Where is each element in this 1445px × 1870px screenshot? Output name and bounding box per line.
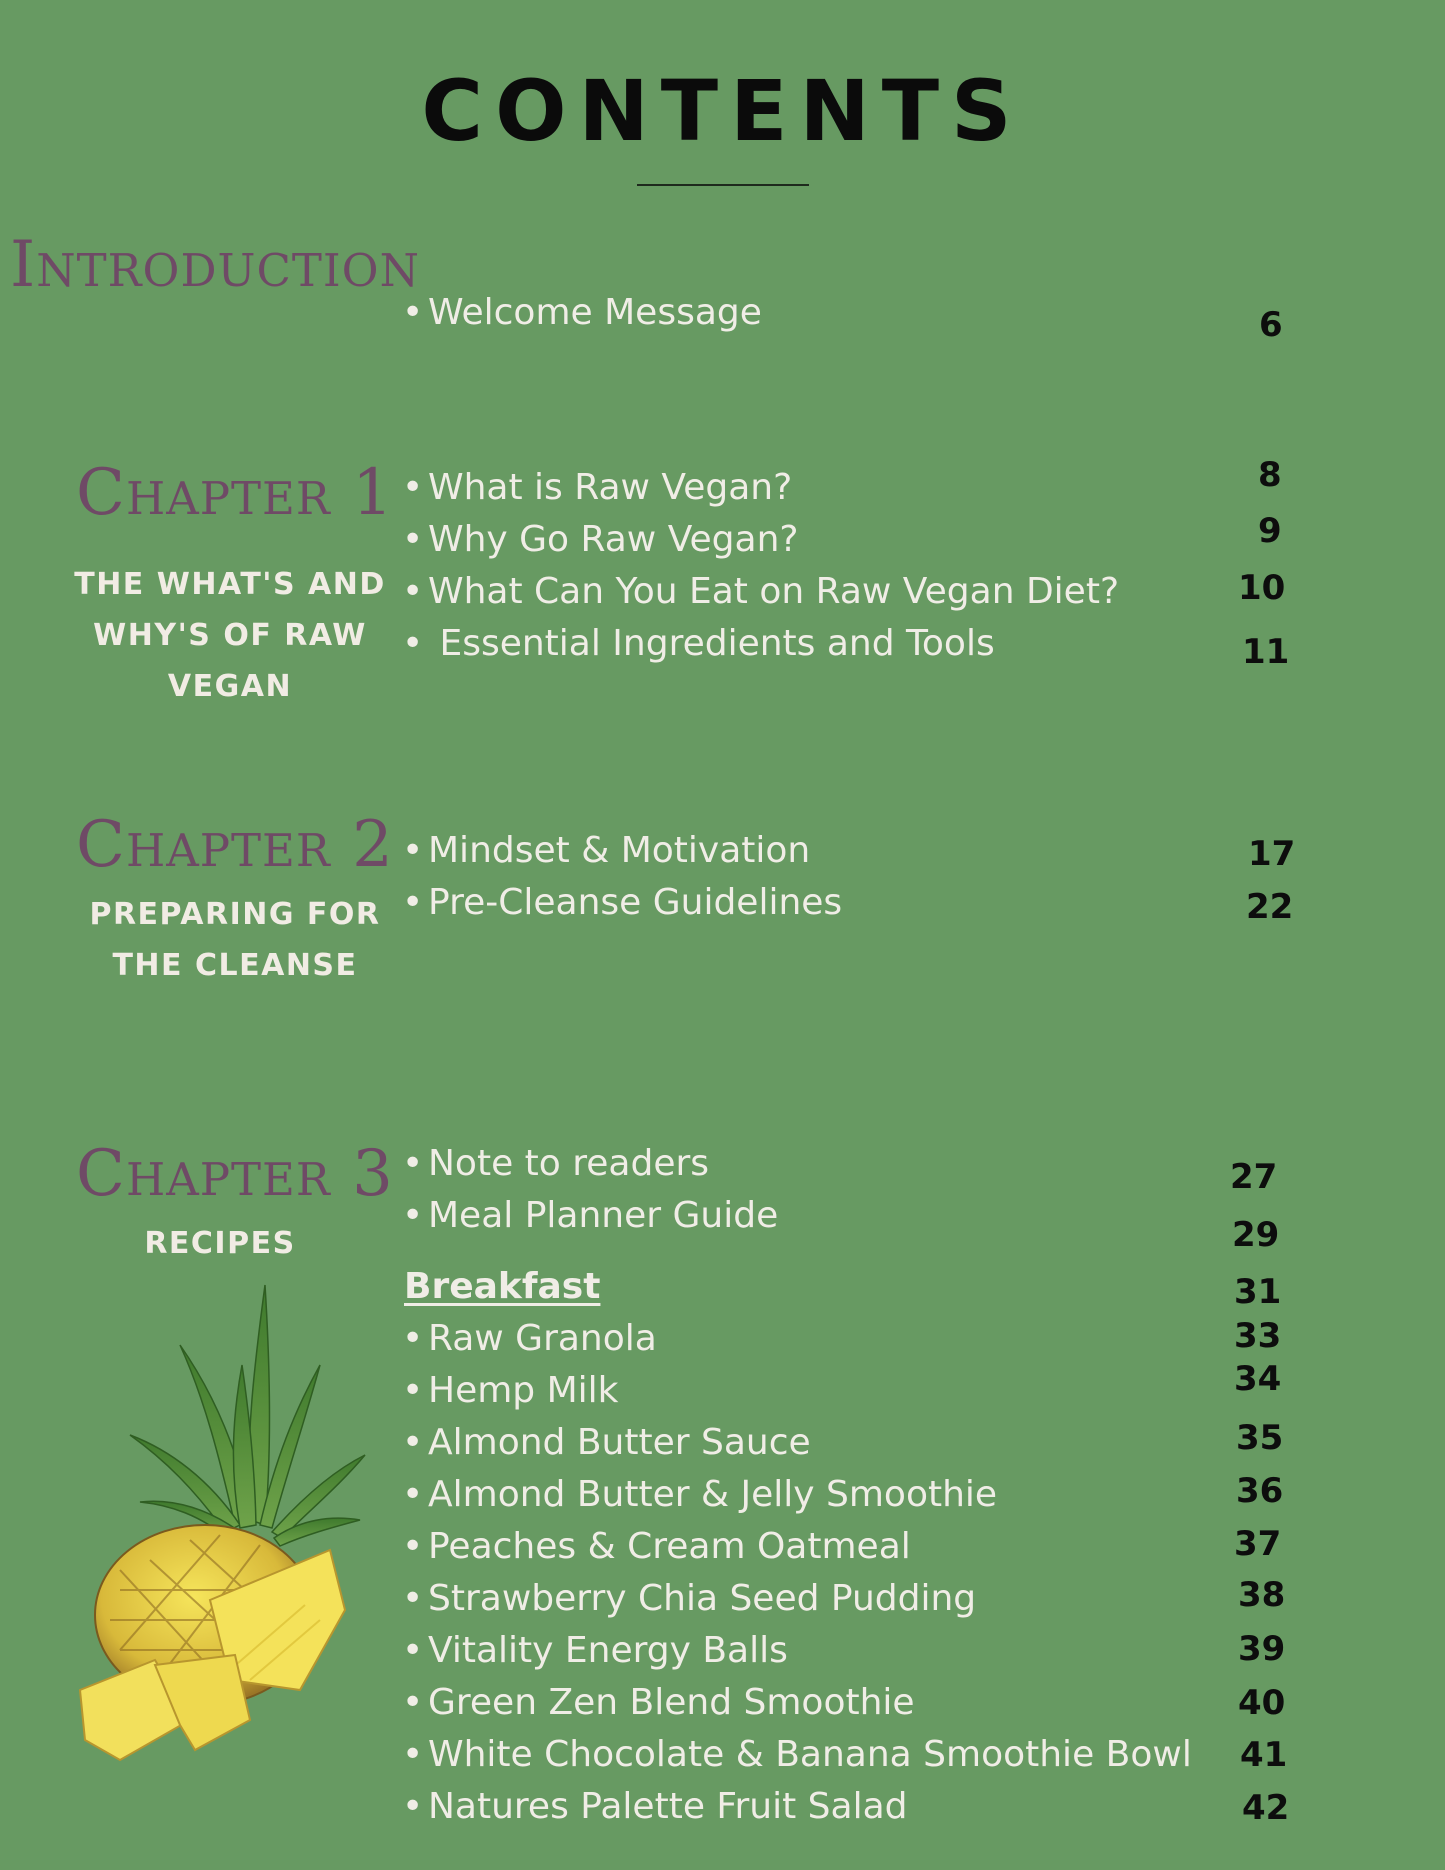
- page-number: 40: [1238, 1683, 1286, 1723]
- recipe-item[interactable]: [402, 1734, 1192, 1775]
- page-number: 36: [1236, 1471, 1284, 1511]
- toc-item-label: Almond Butter & Jelly Smoothie: [428, 1474, 998, 1515]
- chapter-1-heading: Chapter 1: [76, 456, 394, 530]
- page-number: 10: [1238, 568, 1286, 608]
- toc-item[interactable]: [402, 882, 842, 923]
- page-number: 29: [1232, 1215, 1280, 1255]
- toc-item[interactable]: [402, 467, 792, 508]
- toc-item[interactable]: [402, 830, 810, 871]
- page-number: 8: [1258, 455, 1282, 495]
- bullet-icon: •: [402, 467, 424, 508]
- page-number: 6: [1259, 305, 1283, 345]
- chapter-2-heading: Chapter 2: [76, 808, 394, 882]
- recipe-item[interactable]: [402, 1578, 976, 1619]
- bullet-icon: •: [402, 1786, 424, 1827]
- subtitle-line: WHY'S OF RAW: [93, 618, 367, 653]
- chapter-3-subtitle: [80, 1218, 360, 1269]
- recipe-item[interactable]: [402, 1370, 619, 1411]
- toc-item[interactable]: [402, 623, 995, 664]
- page-number: 11: [1242, 632, 1290, 672]
- introduction-heading: Introduction: [10, 228, 420, 302]
- recipe-item[interactable]: [402, 1786, 908, 1827]
- recipe-item[interactable]: [402, 1474, 997, 1515]
- chapter-2-subtitle: [70, 889, 400, 991]
- page-number: 27: [1230, 1157, 1278, 1197]
- bullet-icon: •: [402, 1630, 424, 1671]
- toc-item-label: Note to readers: [428, 1143, 710, 1184]
- bullet-icon: •: [402, 1318, 424, 1359]
- toc-item[interactable]: [402, 571, 1119, 612]
- page-title: CONTENTS: [421, 62, 1024, 160]
- toc-item[interactable]: [402, 1195, 778, 1236]
- subtitle-line: PREPARING FOR: [89, 897, 381, 932]
- fruit-icon: [80, 1525, 345, 1760]
- recipe-item[interactable]: [402, 1630, 788, 1671]
- toc-item-label: Meal Planner Guide: [428, 1195, 779, 1236]
- subtitle-line: VEGAN: [167, 669, 293, 704]
- toc-item-label: Green Zen Blend Smoothie: [428, 1682, 915, 1723]
- toc-item-label: Welcome Message: [428, 292, 762, 333]
- subtitle-line: THE WHAT'S AND: [74, 567, 386, 602]
- recipe-item[interactable]: [402, 1682, 915, 1723]
- chapter-1-subtitle: [60, 559, 400, 712]
- toc-item-label: Mindset & Motivation: [428, 830, 811, 871]
- toc-item-welcome-message[interactable]: [402, 292, 762, 333]
- toc-item-label: White Chocolate & Banana Smoothie Bowl: [428, 1734, 1192, 1775]
- page-number: 35: [1236, 1418, 1284, 1458]
- bullet-icon: •: [402, 1143, 424, 1184]
- recipe-item[interactable]: [402, 1422, 811, 1463]
- page-number: 34: [1234, 1359, 1282, 1399]
- page-number: 37: [1234, 1524, 1282, 1564]
- page-number: 17: [1248, 834, 1296, 874]
- bullet-icon: •: [402, 1422, 424, 1463]
- pineapple-illustration: [60, 1270, 390, 1770]
- leaf-icon: [130, 1285, 365, 1546]
- page-number: 41: [1240, 1735, 1288, 1775]
- toc-item-label: Pre-Cleanse Guidelines: [428, 882, 843, 923]
- toc-item-label: Peaches & Cream Oatmeal: [428, 1526, 911, 1567]
- bullet-icon: •: [402, 830, 424, 871]
- title-divider: [637, 184, 809, 186]
- page-number: 42: [1242, 1788, 1290, 1828]
- toc-item[interactable]: [402, 519, 799, 560]
- bullet-icon: •: [402, 519, 424, 560]
- toc-item-label: What Can You Eat on Raw Vegan Diet?: [428, 571, 1120, 612]
- toc-item-label: Vitality Energy Balls: [428, 1630, 788, 1671]
- toc-item-label: Almond Butter Sauce: [428, 1422, 811, 1463]
- page-number: 33: [1234, 1316, 1282, 1356]
- bullet-icon: •: [402, 1734, 424, 1775]
- toc-item-label: Raw Granola: [428, 1318, 657, 1359]
- bullet-icon: •: [402, 1682, 424, 1723]
- bullet-icon: •: [402, 292, 424, 333]
- breakfast-heading[interactable]: Breakfast: [404, 1266, 601, 1307]
- recipe-item[interactable]: [402, 1318, 657, 1359]
- toc-item-label: Why Go Raw Vegan?: [428, 519, 799, 560]
- toc-item-label: Natures Palette Fruit Salad: [428, 1786, 908, 1827]
- toc-item-label: What is Raw Vegan?: [428, 467, 793, 508]
- page-number: 31: [1234, 1272, 1282, 1312]
- bullet-icon: •: [402, 1195, 424, 1236]
- subtitle-line: RECIPES: [144, 1226, 296, 1261]
- bullet-icon: •: [402, 1370, 424, 1411]
- page-number: 39: [1238, 1629, 1286, 1669]
- bullet-icon: •: [402, 571, 424, 612]
- page-number: 9: [1258, 511, 1282, 551]
- bullet-icon: •: [402, 1578, 424, 1619]
- toc-item-label: Strawberry Chia Seed Pudding: [428, 1578, 977, 1619]
- bullet-icon: •: [402, 623, 424, 664]
- subtitle-line: THE CLEANSE: [112, 948, 358, 983]
- toc-item[interactable]: [402, 1143, 709, 1184]
- toc-item-label: Hemp Milk: [428, 1370, 619, 1411]
- bullet-icon: •: [402, 1474, 424, 1515]
- recipe-item[interactable]: [402, 1526, 911, 1567]
- toc-item-label: Essential Ingredients and Tools: [428, 623, 995, 664]
- page-number: 22: [1246, 887, 1294, 927]
- chapter-3-heading: Chapter 3: [76, 1137, 394, 1211]
- bullet-icon: •: [402, 882, 424, 923]
- page-number: 38: [1238, 1575, 1286, 1615]
- bullet-icon: •: [402, 1526, 424, 1567]
